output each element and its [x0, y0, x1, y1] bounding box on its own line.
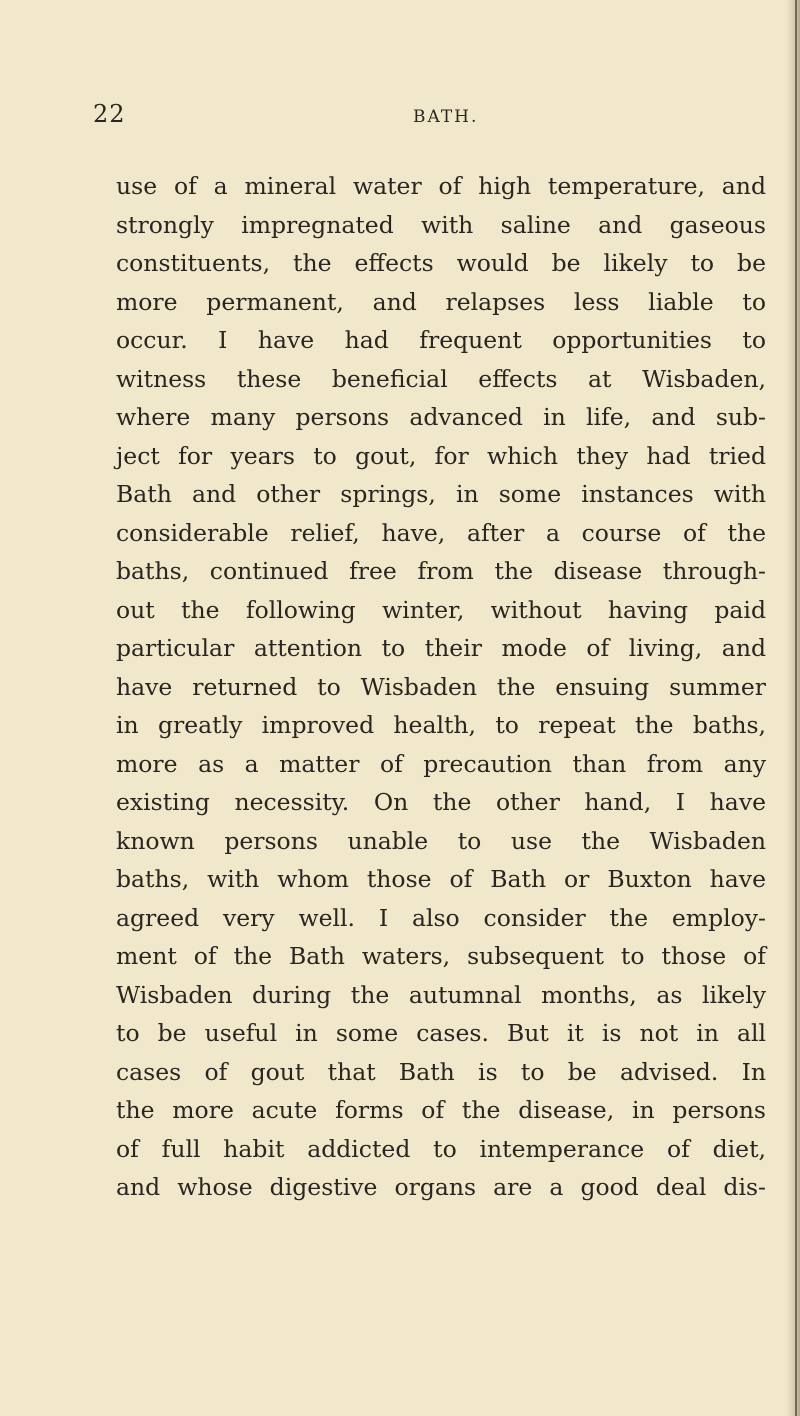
text-line: baths, with whom those of Bath or Buxton have — [116, 865, 766, 893]
body-text — [116, 167, 766, 1207]
text-line: agreed very well. I also consider the employ- — [116, 903, 766, 932]
text-line: in greatly improved health, to repeat the baths, — [116, 711, 766, 739]
text-line: strongly impregnated with saline and gaseous — [116, 210, 766, 239]
text-line: out the following winter, without having paid — [116, 595, 766, 624]
text-line: constituents, the effects would be likely to be — [116, 249, 766, 277]
page-number: 22 — [93, 100, 126, 128]
page-edge-shadow — [786, 0, 800, 1416]
running-head: BATH. — [413, 107, 479, 127]
page-edge-line — [795, 0, 797, 1416]
text-line: the more acute forms of the disease, in persons — [116, 1096, 766, 1124]
text-line: to be useful in some cases. But it is not in all — [116, 1019, 766, 1047]
text-line: witness these beneficial effects at Wisbaden, — [116, 364, 766, 393]
text-line: and whose digestive organs are a good deal dis- — [116, 1173, 766, 1201]
text-line: where many persons advanced in life, and sub- — [116, 403, 766, 431]
text-line: ment of the Bath waters, subsequent to those of — [116, 942, 766, 970]
page-header — [0, 98, 800, 138]
text-line: occur. I have had frequent opportunities to — [116, 326, 766, 354]
text-line: Wisbaden during the autumnal months, as likely — [116, 980, 766, 1009]
text-line: existing necessity. On the other hand, I have — [116, 788, 766, 816]
text-line: have returned to Wisbaden the ensuing summer — [116, 672, 766, 701]
text-line: known persons unable to use the Wisbaden — [116, 826, 766, 855]
text-line: ject for years to gout, for which they had tried — [116, 441, 766, 470]
text-line: particular attention to their mode of living, and — [116, 634, 766, 662]
text-line: use of a mineral water of high temperature, and — [116, 172, 766, 200]
text-line: considerable relief, have, after a course of the — [116, 518, 766, 547]
text-line: of full habit addicted to intemperance of diet, — [116, 1134, 766, 1163]
text-line: baths, continued free from the disease through- — [116, 557, 766, 585]
text-line: Bath and other springs, in some instances with — [116, 480, 766, 508]
text-line: more as a matter of precaution than from any — [116, 749, 766, 778]
text-line: cases of gout that Bath is to be advised. In — [116, 1057, 766, 1086]
text-line: more permanent, and relapses less liable to — [116, 287, 766, 316]
